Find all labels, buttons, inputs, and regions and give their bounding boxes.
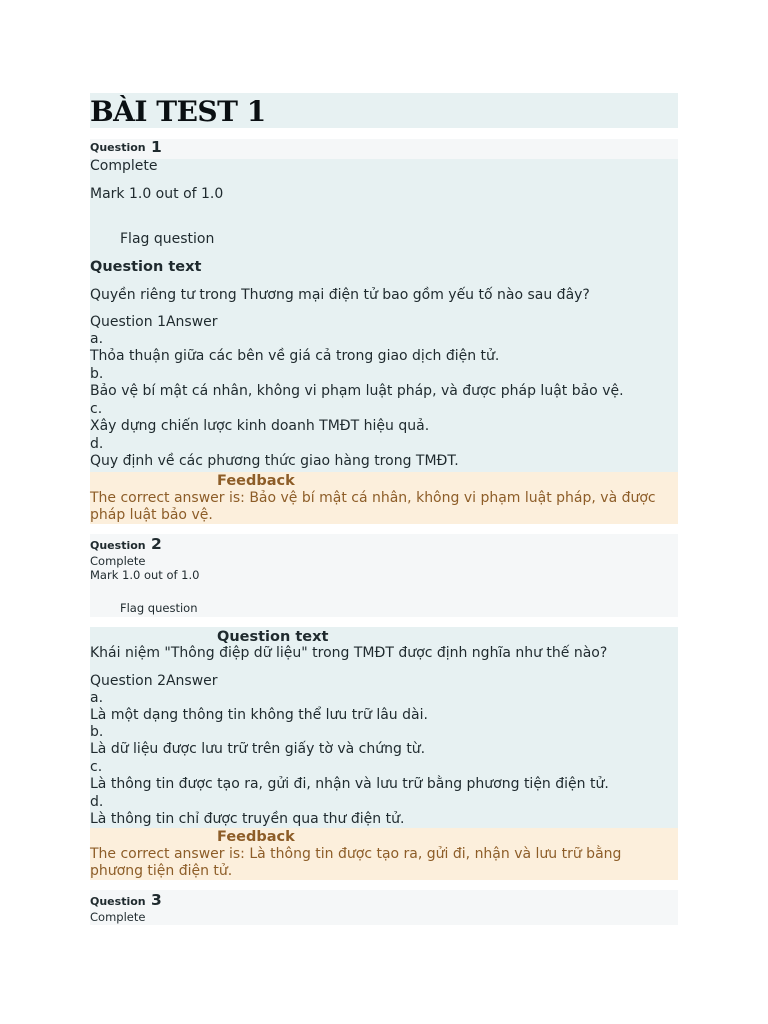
feedback-text: The correct answer is: Là thông tin được tạo ra, gửi đi, nhận và lưu trữ bằng phương tiện điện tử.	[90, 846, 622, 879]
question-label: Question	[90, 141, 146, 154]
option-a-text[interactable]: Thỏa thuận giữa các bên về giá cả trong giao dịch điện tử.	[90, 348, 500, 364]
quiz-review-page	[90, 93, 678, 925]
option-a-text[interactable]: Là một dạng thông tin không thể lưu trữ lâu dài.	[90, 707, 428, 723]
option-c-letter[interactable]: c.	[90, 401, 103, 417]
option-b-text[interactable]: Là dữ liệu được lưu trữ trên giấy tờ và chứng từ.	[90, 741, 426, 757]
question-3-info	[90, 890, 678, 925]
option-a-letter[interactable]: a.	[90, 690, 104, 706]
question-label: Question	[90, 539, 146, 552]
question-mark: Mark 1.0 out of 1.0	[90, 186, 224, 202]
feedback-text: The correct answer is: Bảo vệ bí mật cá nhân, không vi phạm luật pháp, và được pháp luật bảo vệ.	[90, 490, 656, 523]
flag-question-link[interactable]: Flag question	[120, 601, 198, 615]
question-number: 2	[151, 535, 162, 553]
question-number: 3	[151, 891, 162, 909]
option-b-text[interactable]: Bảo vệ bí mật cá nhân, không vi phạm luật pháp, và được pháp luật bảo vệ.	[90, 383, 624, 399]
option-c-text[interactable]: Xây dựng chiến lược kinh doanh TMĐT hiệu quả.	[90, 418, 430, 434]
flag-question-link[interactable]: Flag question	[120, 231, 215, 247]
question-2-feedback	[90, 828, 678, 880]
question-1-content	[90, 159, 678, 472]
question-2-content	[90, 627, 678, 828]
question-label: Question	[90, 895, 146, 908]
option-c-letter[interactable]: c.	[90, 759, 103, 775]
question-text-heading: Question text	[90, 259, 202, 275]
option-c-text[interactable]: Là thông tin được tạo ra, gửi đi, nhận và lưu trữ bằng phương tiện điện tử.	[90, 776, 609, 792]
question-1-info	[90, 139, 678, 159]
answer-label: Question 2Answer	[90, 673, 218, 689]
feedback-heading: Feedback	[217, 473, 295, 489]
question-text: Khái niệm "Thông điệp dữ liệu" trong TMĐT được định nghĩa như thế nào?	[90, 645, 608, 661]
question-state: Complete	[90, 158, 158, 174]
question-2-info	[90, 534, 678, 617]
question-1-feedback	[90, 472, 678, 524]
feedback-heading: Feedback	[217, 829, 295, 845]
question-state: Complete	[90, 554, 146, 568]
option-d-text[interactable]: Là thông tin chỉ được truyền qua thư điện tử.	[90, 811, 405, 827]
option-a-letter[interactable]: a.	[90, 331, 104, 347]
question-state: Complete	[90, 910, 146, 924]
option-d-text[interactable]: Quy định về các phương thức giao hàng trong TMĐT.	[90, 453, 459, 469]
question-number: 1	[151, 138, 162, 156]
option-b-letter[interactable]: b.	[90, 366, 104, 382]
page-title: BÀI TEST 1	[90, 95, 266, 128]
answer-label: Question 1Answer	[90, 314, 218, 330]
option-d-letter[interactable]: d.	[90, 794, 104, 810]
option-d-letter[interactable]: d.	[90, 436, 104, 452]
option-b-letter[interactable]: b.	[90, 724, 104, 740]
question-text: Quyền riêng tư trong Thương mại điện tử bao gồm yếu tố nào sau đây?	[90, 287, 590, 303]
question-text-heading: Question text	[217, 629, 329, 645]
question-mark: Mark 1.0 out of 1.0	[90, 568, 200, 582]
title-banner	[90, 93, 678, 128]
